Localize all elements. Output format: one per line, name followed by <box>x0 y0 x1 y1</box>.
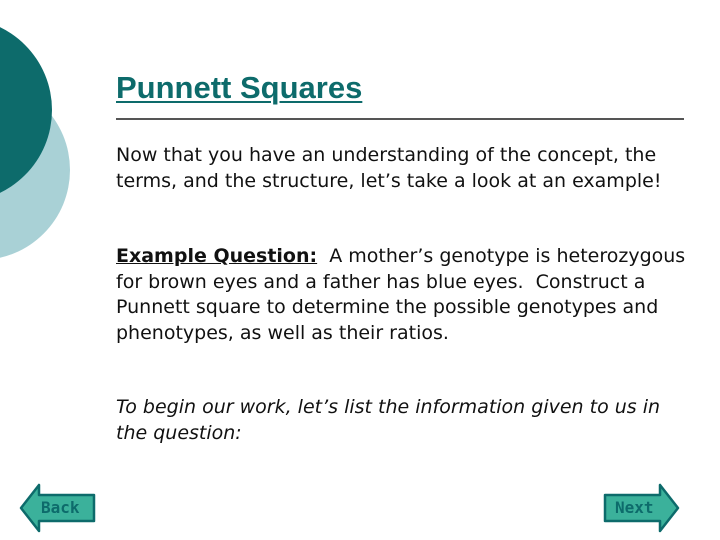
example-question-label: Example Question: <box>116 245 318 267</box>
back-button[interactable] <box>18 482 98 534</box>
title-divider <box>116 118 684 120</box>
back-button-label: Back <box>41 498 80 517</box>
instruction-paragraph: To begin our work, let’s list the information given to us in the question: <box>116 396 661 444</box>
decorative-circles <box>0 0 110 300</box>
next-button-label: Next <box>615 498 654 517</box>
intro-paragraph: Now that you have an understanding of the concept, the terms, and the structure, let’s take a look at an example! <box>116 144 662 192</box>
next-button[interactable] <box>601 482 681 534</box>
example-question-paragraph <box>116 244 696 346</box>
example-question-text: A mother’s genotype is heterozygous for brown eyes and a father has blue eyes. Construct a Punnett square to determine the possible genotypes and phenotypes, as well as their ratios. <box>116 245 692 344</box>
slide-title: Punnett Squares <box>116 70 363 105</box>
